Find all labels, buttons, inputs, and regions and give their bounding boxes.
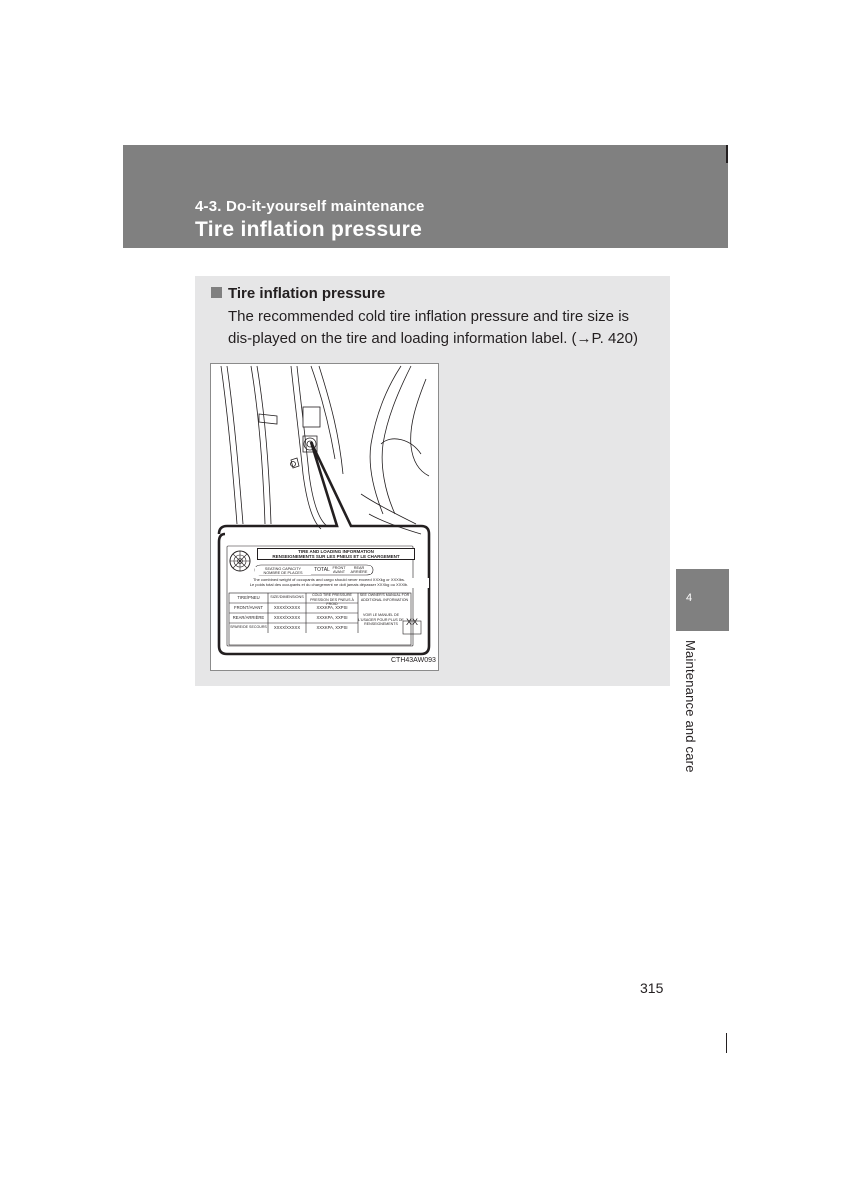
- info-fr: VOIR LE MANUEL DE L'USAGER POUR PLUS DE RENSEIGNEMENTS: [358, 613, 404, 626]
- label-code: XX: [406, 617, 419, 627]
- col-header-info: SEE OWNER'S MANUAL FOR ADDITIONAL INFORMATION: [359, 593, 410, 602]
- weight-note: [229, 578, 429, 588]
- square-bullet-icon: [211, 287, 222, 298]
- chapter-label: Maintenance and care: [683, 640, 698, 773]
- row-front-tire: FRONT/AVANT: [234, 605, 263, 610]
- row-spare-size: XXXX/XXXXX: [273, 625, 301, 630]
- seating-capacity-en: SEATING CAPACITY: [264, 567, 302, 571]
- label-title-fr: RENSEIGNEMENTS SUR LES PNEUS ET LE CHARGEMENT: [272, 554, 400, 559]
- seating-capacity: [255, 567, 311, 575]
- chapter-header: [123, 145, 728, 248]
- row-spare-pressure: XXXKPA, XXPSI: [316, 625, 348, 630]
- col-header-pressure-fr: PRESSION DES PNEUS À FROID: [310, 597, 354, 606]
- label-title-en: TIRE AND LOADING INFORMATION: [298, 549, 374, 554]
- col-header-tire: TIRE/PNEU: [237, 595, 260, 600]
- row-front-pressure: XXXKPA, XXPSI: [316, 605, 348, 610]
- row-front-size: XXXX/XXXXX: [273, 605, 301, 610]
- label-title: [257, 548, 415, 560]
- row-rear-tire: REAR/ARRIÈRE: [232, 615, 265, 620]
- door-label-illustration: [210, 363, 439, 671]
- page-title: Tire inflation pressure: [195, 218, 423, 241]
- crop-mark-bottom: [726, 1033, 727, 1053]
- seating-front-fr: AVANT: [332, 570, 346, 574]
- seating-rear: [347, 566, 371, 574]
- crop-mark: [726, 145, 728, 163]
- weight-note-en: The combined weight of occupants and cargo should never exceed XXXkg or XXXlbs.: [252, 577, 406, 582]
- section-heading-text: Tire inflation pressure: [228, 285, 386, 302]
- row-rear-size: XXXX/XXXXX: [273, 615, 301, 620]
- seating-front-en: FRONT: [332, 566, 346, 570]
- section-heading: [211, 285, 385, 302]
- seating-total: TOTAL: [311, 568, 333, 573]
- seating-front: [331, 566, 347, 574]
- seating-capacity-fr: NOMBRE DE PLACES: [263, 571, 303, 575]
- col-header-size: SIZE/DIMENSIONS: [270, 595, 304, 599]
- seating-rear-en: REAR: [353, 566, 365, 570]
- chapter-number: 4: [686, 592, 693, 604]
- weight-note-fr: Le poids total des occupants et du chargement ne doit jamais dépasser XXXkg ou XXXlb.: [249, 581, 409, 587]
- section-subtitle: 4-3. Do-it-yourself maintenance: [195, 198, 425, 215]
- row-rear-pressure: XXXKPA, XXPSI: [316, 615, 348, 620]
- chapter-tab: [676, 569, 729, 631]
- figure-code: CTH43AW093: [391, 657, 436, 664]
- content-panel: [195, 276, 670, 686]
- seating-rear-fr: ARRIÈRE: [350, 570, 368, 574]
- body-paragraph: The recommended cold tire inflation pressure and tire size is dis-played on the tire and loading information label. (→P. 420): [228, 308, 638, 347]
- col-header-pressure-en: COLD TIRE PRESSURE: [312, 593, 352, 597]
- row-spare-tire: SPARE/DE SECOURS: [230, 625, 267, 629]
- page-number: 315: [640, 980, 664, 996]
